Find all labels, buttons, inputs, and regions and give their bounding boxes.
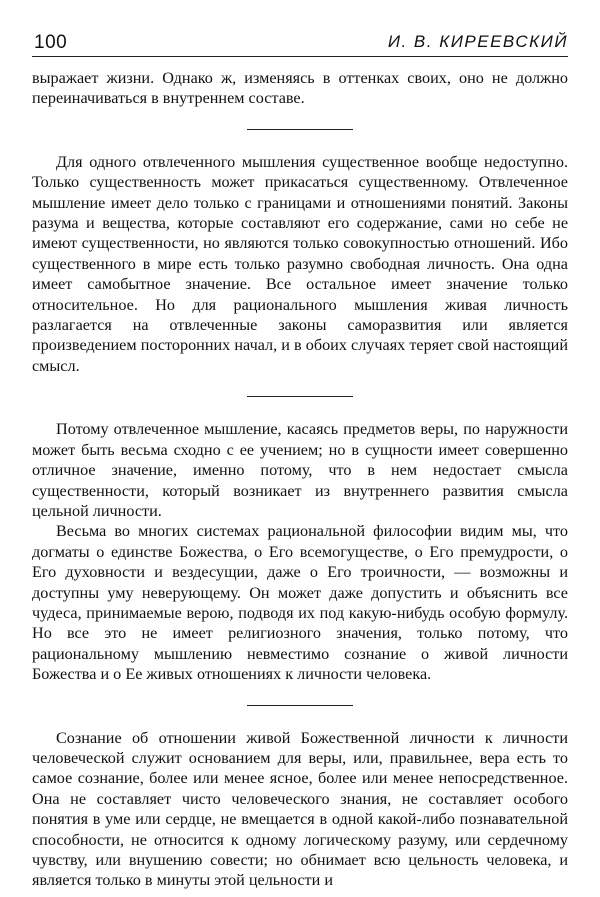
paragraph: выражает жизни. Однако ж, изменяясь в оттенках своих, оно не должно переиначиваться в внутреннем составе. [32,69,568,108]
book-page [32,26,568,891]
text-section [32,152,568,376]
paragraph: Потому отвлеченное мышление, касаясь предметов веры, по наружности может быть весьма сходно с ее учением; но в сущности имеет совершенно отличное значение, именно потому, что в нем недостает смысла существенности, который возникает из внутреннего развития смысла цельной личности. [32,420,568,520]
running-head-author: И. В. КИРЕЕВСКИЙ [387,32,568,51]
running-head [32,26,568,57]
paragraph: Весьма во многих системах рациональной философии видим мы, что догматы о единстве Божества, о Его всемогуществе, о Его премудрости, о Его духовности и вездесущии, даже о Его троичности, — возможны и доступны уму неверующему. Он может даже допустить и объяснить все чудеса, принимаемые верою, подводя их под какую-нибудь особую формулу. Но все это не имеет религиозного значения, только потому, что рациональному мышлению невместимо сознание о живой личности Божества и о Ее живых отношениях к личности человека. [32,522,568,684]
text-section [32,728,568,891]
section-separator [247,705,353,706]
paragraph: Сознание об отношении живой Божественной личности к личности человеческой служит основанием для веры, или, правильнее, вера есть то самое сознание, более или менее ясное, более или менее непосредственное. Она не составляет чисто человеческого знания, не составляет особого понятия в уме или сердце, не вмещается в одной какой-либо познавательной способности, не относится к одному логическому разуму, или сердечному чувству, или внушению совести; но обнимает всю цельность человека, и является только в минуты этой цельности и [32,728,568,890]
section-separator [247,129,353,130]
section-separator [247,396,353,397]
text-section [32,419,568,684]
text-section [32,68,568,109]
page-number: 100 [34,32,68,53]
body-text [32,68,568,891]
paragraph: Для одного отвлеченного мышления существенное вообще недоступно. Только существенность может прикасаться существенному. Отвлеченное мышление имеет дело только с границами и отношениями понятий. Законы разума и вещества, которые составляют его содержание, сами но себе не имеют существенности, но являются только совокупностью отношений. Ибо существенного в мире есть только разумно свободная личность. Она одна имеет самобытное значение. Все остальное имеет значение только относительное. Но для рационального мышления живая личность разлагается на отвлеченные законы саморазвития или является произведением посторонних начал, и в обоих случаях теряет свой настоящий смысл. [32,152,568,375]
